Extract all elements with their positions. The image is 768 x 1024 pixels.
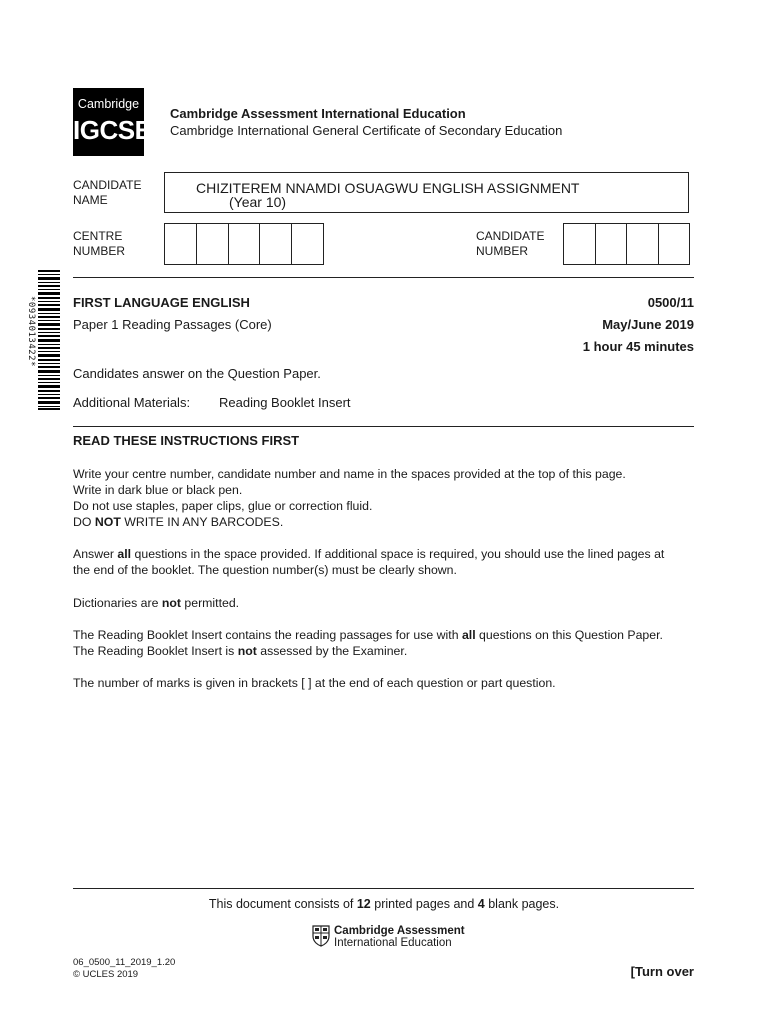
instructions-block-5 xyxy=(73,675,556,691)
answer-on-note: Candidates answer on the Question Paper. xyxy=(73,366,321,381)
centre-number-box[interactable] xyxy=(228,224,260,264)
centre-number-label-1: CENTRE xyxy=(73,229,123,243)
barcode-number: *0934013422* xyxy=(26,296,36,368)
instruction-line: Answer all questions in the space provided. If additional space is required, you should use the lined pages at xyxy=(73,547,665,561)
paper-title: Paper 1 Reading Passages (Core) xyxy=(73,317,272,332)
centre-number-label xyxy=(73,229,125,259)
instructions-block-4 xyxy=(73,627,663,659)
page-count-note: This document consists of 12 printed pages and 4 blank pages. xyxy=(208,897,560,911)
cambridge-igcse-logo xyxy=(73,88,152,156)
syllabus-code: 0500/11 xyxy=(647,295,694,310)
candidate-name-value: CHIZITEREM NNAMDI OSUAGWU ENGLISH ASSIGNMENT xyxy=(196,180,580,196)
candidate-name-year: (Year 10) xyxy=(229,194,287,210)
centre-number-box[interactable] xyxy=(291,224,323,264)
subject-title: FIRST LANGUAGE ENGLISH xyxy=(73,295,250,310)
centre-number-box[interactable] xyxy=(165,224,196,264)
instructions-block-1 xyxy=(73,466,626,530)
ca-line-2: International Education xyxy=(334,937,452,949)
candidate-name-label-2: NAME xyxy=(73,193,108,207)
logo-text-igcse: IGCSE xyxy=(73,115,152,145)
instruction-line: The number of marks is given in brackets [ ] at the end of each question or part question. xyxy=(73,676,556,690)
centre-number-boxes[interactable] xyxy=(164,223,324,265)
candidate-name-label xyxy=(73,178,141,208)
instruction-line: Write your centre number, candidate number and name in the spaces provided at the top of this page. xyxy=(73,467,626,481)
instructions-heading: READ THESE INSTRUCTIONS FIRST xyxy=(73,433,300,448)
divider-instructions xyxy=(73,426,694,427)
ca-line-1: Cambridge Assessment xyxy=(334,925,465,937)
divider-top xyxy=(73,277,694,278)
instruction-line: The Reading Booklet Insert is not assessed by the Examiner. xyxy=(73,644,408,658)
candidate-number-box[interactable] xyxy=(626,224,658,264)
instruction-line: The Reading Booklet Insert contains the reading passages for use with all questions on this Question Paper. xyxy=(73,628,663,642)
centre-number-box[interactable] xyxy=(196,224,228,264)
document-reference: 06_0500_11_2019_1.20 xyxy=(73,957,176,968)
qualification-name: Cambridge International General Certificate of Secondary Education xyxy=(170,123,563,138)
candidate-number-boxes[interactable] xyxy=(563,223,690,265)
instruction-line: DO NOT WRITE IN ANY BARCODES. xyxy=(73,515,284,529)
candidate-number-box[interactable] xyxy=(658,224,690,264)
exam-duration: 1 hour 45 minutes xyxy=(582,339,694,354)
instruction-line: Do not use staples, paper clips, glue or correction fluid. xyxy=(73,499,373,513)
barcode xyxy=(38,270,60,410)
candidate-number-label-2: NUMBER xyxy=(476,244,529,258)
materials-label: Additional Materials: xyxy=(73,395,191,410)
cambridge-assessment-logo-text xyxy=(334,925,465,949)
centre-number-label-2: NUMBER xyxy=(73,244,126,258)
materials-value: Reading Booklet Insert xyxy=(219,395,351,410)
org-name: Cambridge Assessment International Education xyxy=(170,106,466,121)
candidate-number-label xyxy=(476,229,544,259)
centre-number-box[interactable] xyxy=(259,224,291,264)
turn-over: [Turn over xyxy=(630,964,694,979)
logo-text-cambridge: Cambridge xyxy=(77,97,140,111)
divider-footer xyxy=(73,888,694,889)
candidate-number-label-1: CANDIDATE xyxy=(476,229,545,243)
instructions-block-3 xyxy=(73,595,239,611)
instruction-line: Write in dark blue or black pen. xyxy=(73,483,243,497)
candidate-number-box[interactable] xyxy=(564,224,595,264)
copyright: © UCLES 2019 xyxy=(73,969,139,980)
exam-session: May/June 2019 xyxy=(602,317,694,332)
instruction-line: the end of the booklet. The question number(s) must be clearly shown. xyxy=(73,563,457,577)
instructions-block-2 xyxy=(73,546,664,578)
candidate-number-box[interactable] xyxy=(595,224,627,264)
candidate-name-label-1: CANDIDATE xyxy=(73,178,142,192)
instruction-line: Dictionaries are not permitted. xyxy=(73,596,240,610)
cambridge-shield-icon xyxy=(312,925,330,947)
